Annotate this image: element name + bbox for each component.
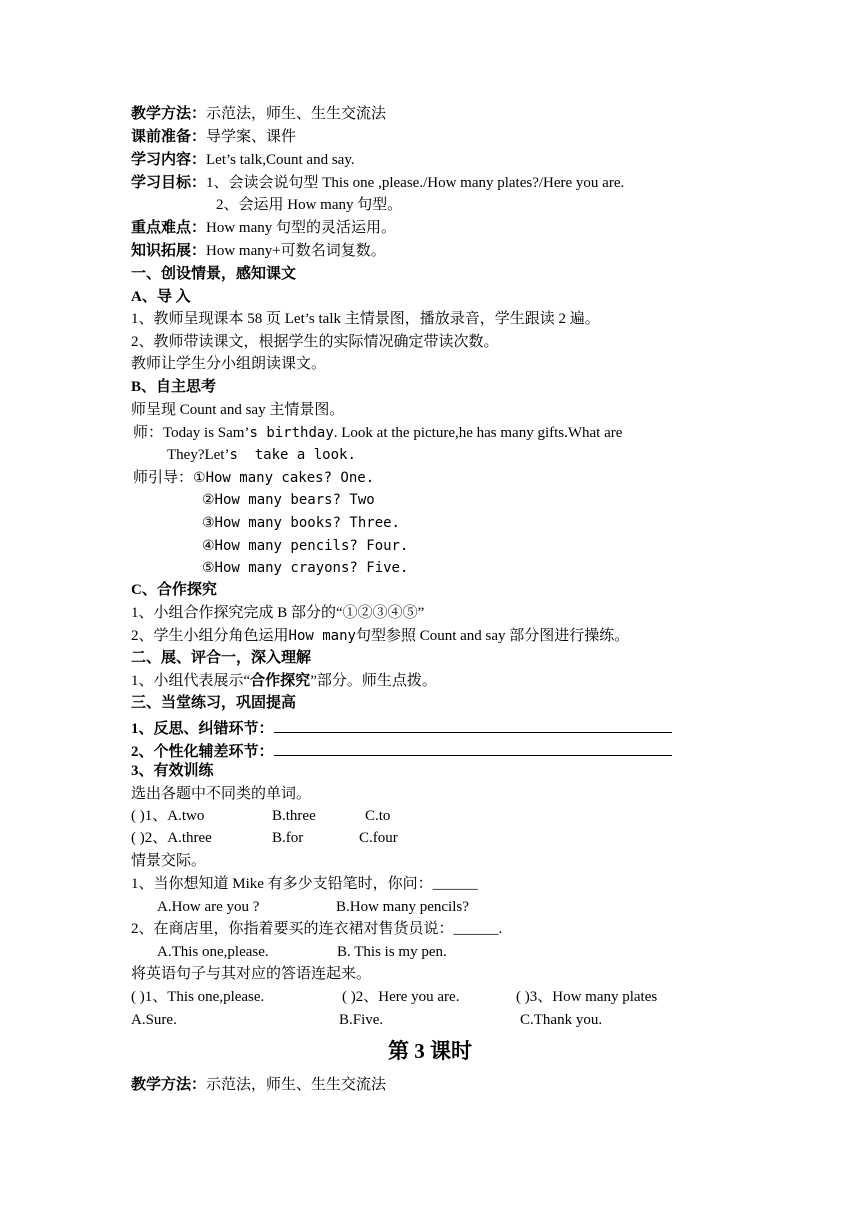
prep-line — [131, 128, 296, 146]
section1-a-line1: 1、教师呈现课本 58 页 Let’s talk 主情景图，播放录音，学生跟读 2 遍。 — [131, 311, 600, 327]
match-q3: ( )3、How many plates — [516, 989, 658, 1005]
scene-q2: 2、在商店里，你指着要买的连衣裙对售货员说：______. — [131, 921, 503, 937]
guide-item: ⑤How many crayons? Five. — [202, 560, 409, 576]
scene-title: 情景交际。 — [131, 853, 207, 869]
s2-bold: 合作探究 — [250, 673, 311, 689]
teacher-text-1: Today is Sam’ — [163, 425, 250, 441]
prep-value: 导学案、课件 — [206, 129, 297, 145]
teacher-label: 师： — [133, 425, 164, 441]
ext-value: How many+可数名词复数。 — [206, 243, 386, 259]
q2-option-c: C.four — [359, 830, 398, 846]
section1-c-heading: C、合作探究 — [131, 582, 217, 598]
guide-label: 师引导： — [133, 470, 194, 486]
section2-heading: 二、展、评合一，深入理解 — [131, 650, 312, 666]
lesson3-method-label: 教学方法： — [131, 1077, 207, 1093]
match-q1: ( )1、This one,please. — [131, 989, 265, 1005]
lesson3-method-line — [131, 1076, 386, 1094]
scene-q1-a: A.How are you ? — [157, 899, 260, 915]
lesson3-method-value: 示范法，师生、生生交流法 — [206, 1077, 387, 1093]
guide-item: ③How many books? Three. — [202, 515, 400, 531]
q2-option-a: ( )2、A.three — [131, 830, 212, 846]
section1-b-heading: B、自主思考 — [131, 379, 217, 395]
teacher-line-2 — [167, 446, 356, 464]
ext-line — [131, 242, 386, 260]
guide-item: ④How many pencils? Four. — [202, 538, 409, 554]
training-heading: 3、有效训练 — [131, 763, 214, 779]
section1-b-line1: 师呈现 Count and say 主情景图。 — [131, 402, 345, 418]
method-label: 教学方法： — [131, 106, 207, 122]
content-value: Let’s talk,Count and say. — [206, 152, 355, 168]
scene-q2-b: B. This is my pen. — [337, 944, 447, 960]
q1-option-c: C.to — [365, 808, 391, 824]
match-a1: A.Sure. — [131, 1012, 177, 1028]
section1-a-heading: A、导 入 — [131, 289, 191, 305]
content-label: 学习内容： — [131, 152, 207, 168]
goal-line-1 — [131, 174, 624, 192]
reflect-label: 1、反思、纠错环节： — [131, 721, 274, 737]
section1-c-line2 — [131, 627, 629, 645]
guide-line — [133, 469, 374, 487]
guide-item: ①How many cakes? One. — [193, 470, 375, 486]
goal-line-2: 2、会运用 How many 句型。 — [216, 197, 403, 213]
personal-line — [131, 740, 672, 761]
match-q2: ( )2、Here you are. — [342, 989, 460, 1005]
match-a2: B.Five. — [339, 1012, 384, 1028]
ext-label: 知识拓展： — [131, 243, 207, 259]
key-line — [131, 219, 396, 237]
teacher-text-2-mono: s take a look. — [229, 447, 356, 463]
section1-heading: 一、创设情景，感知课文 — [131, 266, 297, 282]
section1-a-line2: 2、教师带读课文，根据学生的实际情况确定带读次数。 — [131, 334, 499, 350]
reflect-line — [131, 717, 672, 738]
q1-option-a: ( )1、A.two — [131, 808, 205, 824]
reflect-blank[interactable] — [274, 717, 672, 733]
match-title: 将英语句子与其对应的答语连起来。 — [131, 966, 372, 982]
q1-option-b: B.three — [272, 808, 316, 824]
teacher-text-1-mono: s birthday — [249, 425, 334, 441]
q2-option-b: B.for — [272, 830, 304, 846]
method-line — [131, 105, 386, 123]
key-value: How many 句型的灵活运用。 — [206, 220, 397, 236]
scene-q2-a: A.This one,please. — [157, 944, 269, 960]
match-a3: C.Thank you. — [520, 1012, 603, 1028]
teacher-line-1 — [133, 424, 622, 442]
prep-label: 课前准备： — [131, 129, 207, 145]
lesson3-title: 第 3 课时 — [388, 1039, 472, 1063]
c2-pre: 2、学生小组分角色运用 — [131, 628, 289, 644]
c2-post: 句型参照 Count and say 部分图进行操练。 — [355, 628, 630, 644]
goal-1: 1、会读会说句型 This one ,please./How many plates?/Here you are. — [206, 175, 625, 191]
personal-blank[interactable] — [274, 740, 672, 756]
select-title: 选出各题中不同类的单词。 — [131, 786, 312, 802]
teacher-text-1-rest: . Look at the picture,he has many gifts.What are — [333, 425, 623, 441]
scene-q1: 1、当你想知道 Mike 有多少支铅笔时，你问：______ — [131, 876, 478, 892]
content-line — [131, 151, 355, 169]
s2-pre: 1、小组代表展示“ — [131, 673, 251, 689]
goal-label: 学习目标： — [131, 175, 207, 191]
teacher-text-2: They?Let’ — [167, 447, 230, 463]
key-label: 重点难点： — [131, 220, 207, 236]
personal-label: 2、个性化辅差环节： — [131, 744, 274, 760]
scene-q1-b: B.How many pencils? — [336, 899, 469, 915]
section2-line — [131, 672, 437, 690]
section3-heading: 三、当堂练习，巩固提高 — [131, 695, 297, 711]
s2-post: ”部分。师生点拨。 — [310, 673, 437, 689]
section1-a-line3: 教师让学生分小组朗读课文。 — [131, 356, 327, 372]
method-value: 示范法，师生、生生交流法 — [206, 106, 387, 122]
guide-item: ②How many bears? Two — [202, 492, 375, 508]
c2-mono: How many — [288, 628, 356, 644]
section1-c-line1: 1、小组合作探究完成 B 部分的“①②③④⑤” — [131, 605, 425, 621]
